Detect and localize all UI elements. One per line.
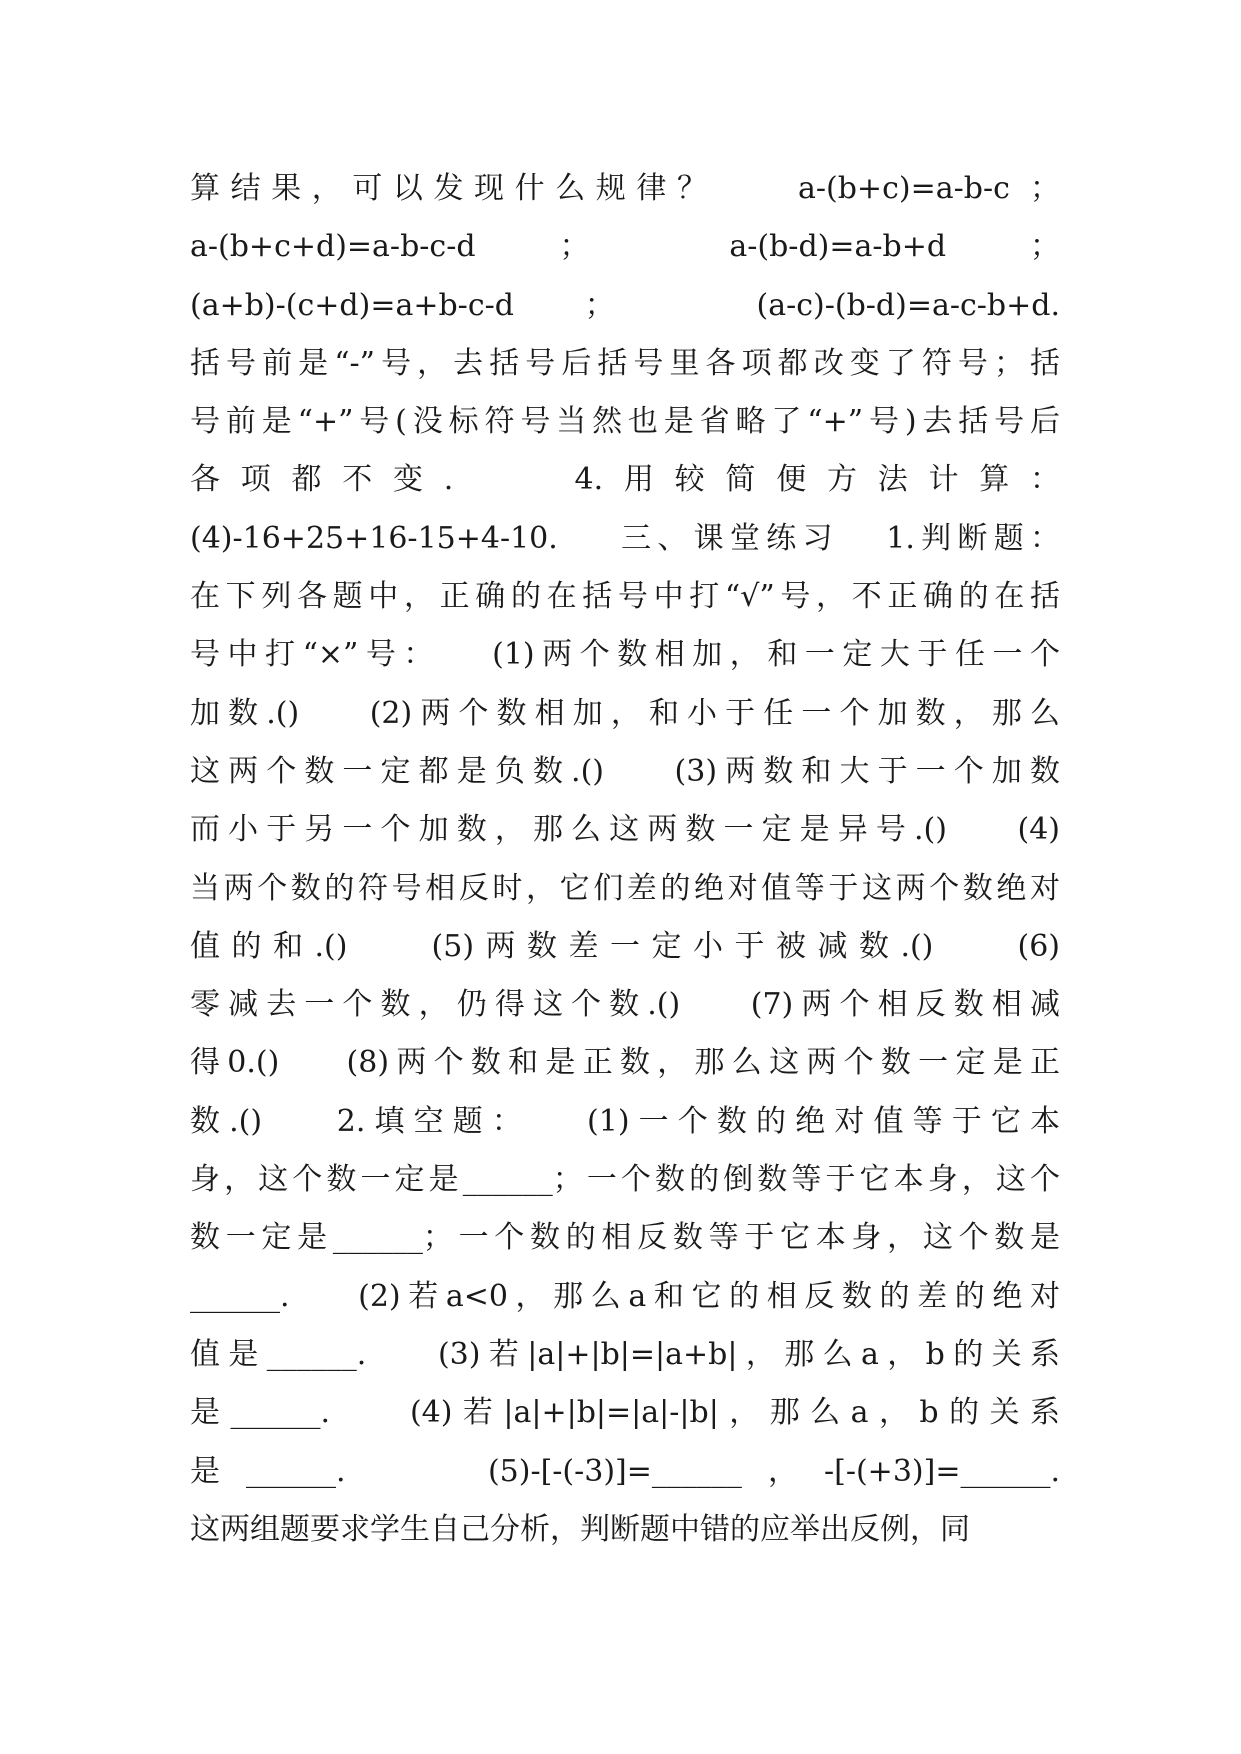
text-line: 号中打“×”号： (1)两个数相加，和一定大于任一个 bbox=[190, 637, 1060, 673]
body-text bbox=[190, 160, 1060, 1559]
text-line: (4)-16+25+16-15+4-10. 三、课堂练习 1.判断题： bbox=[190, 520, 1060, 556]
text-line: a-(b+c+d)=a-b-c-d ； a-(b-d)=a-b+d ； bbox=[190, 229, 1060, 265]
text-line: 号前是“+”号(没标符号当然也是省略了“+”号)去括号后 bbox=[190, 404, 1060, 440]
text-line: 是______. (4)若|a|+|b|=|a|-|b|，那么a，b的关系 bbox=[190, 1395, 1060, 1431]
text-line: 得0.() (8)两个数和是正数，那么这两个数一定是正 bbox=[190, 1045, 1060, 1081]
text-line: (a+b)-(c+d)=a+b-c-d ； (a-c)-(b-d)=a-c-b+d. bbox=[190, 287, 1060, 323]
text-line: 当两个数的符号相反时，它们差的绝对值等于这两个数绝对 bbox=[190, 870, 1060, 906]
text-line: 括号前是“-”号，去括号后括号里各项都改变了符号；括 bbox=[190, 345, 1060, 381]
text-line: 身，这个数一定是______；一个数的倒数等于它本身，这个 bbox=[190, 1162, 1060, 1198]
text-line: 而小于另一个加数，那么这两数一定是异号.() (4) bbox=[190, 812, 1060, 848]
text-line: 这两个数一定都是负数.() (3)两数和大于一个加数 bbox=[190, 753, 1060, 789]
text-line: 各项都不变. 4.用较简便方法计算： bbox=[190, 462, 1060, 498]
text-line: 零减去一个数，仍得这个数.() (7)两个相反数相减 bbox=[190, 987, 1060, 1023]
text-line: 数.() 2.填空题： (1)一个数的绝对值等于它本 bbox=[190, 1103, 1060, 1139]
text-line: 是______. (5)-[-(-3)]=______，-[-(+3)]=______. bbox=[190, 1453, 1060, 1489]
text-line: 值的和.() (5)两数差一定小于被减数.() (6) bbox=[190, 928, 1060, 964]
text-line: 在下列各题中，正确的在括号中打“√”号，不正确的在括 bbox=[190, 579, 1060, 615]
text-line: 算结果，可以发现什么规律？ a-(b+c)=a-b-c ； bbox=[190, 171, 1060, 206]
text-line: 数一定是______；一个数的相反数等于它本身，这个数是 bbox=[190, 1220, 1060, 1256]
text-line: 加数.() (2)两个数相加，和小于任一个加数，那么 bbox=[190, 695, 1060, 731]
text-line: 值是______. (3)若|a|+|b|=|a+b|，那么a，b的关系 bbox=[190, 1336, 1060, 1372]
text-line: ______. (2)若a<0，那么a和它的相反数的差的绝对 bbox=[190, 1278, 1060, 1314]
text-line: 这两组题要求学生自己分析，判断题中错的应举出反例，同 bbox=[190, 1511, 970, 1547]
